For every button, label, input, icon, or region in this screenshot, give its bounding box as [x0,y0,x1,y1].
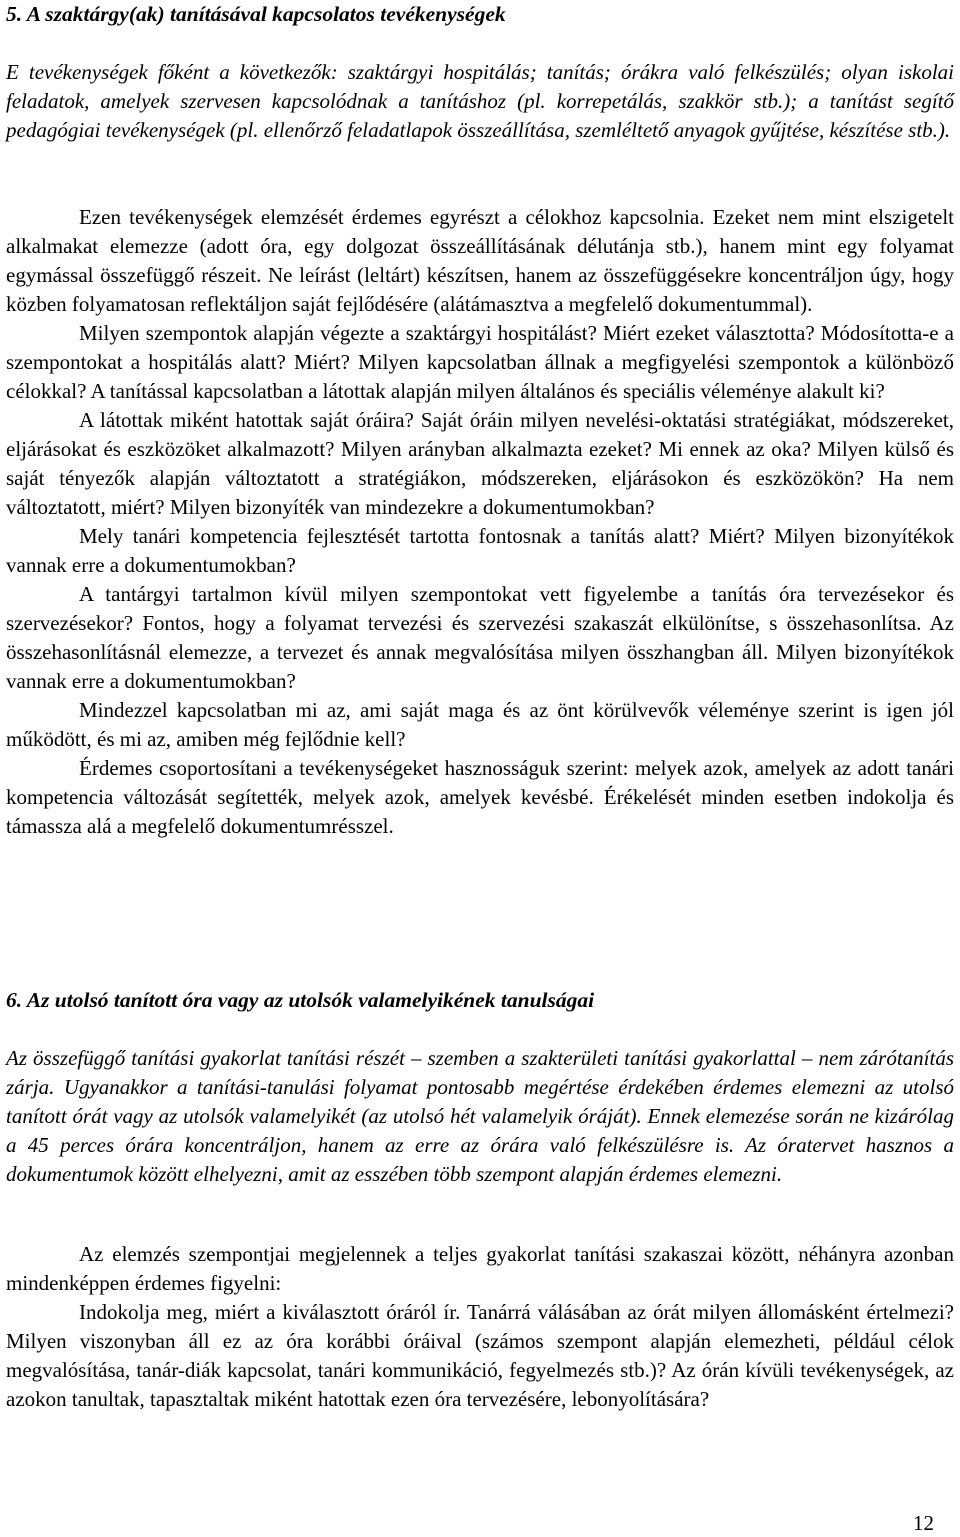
section-5-paragraph-3: A látottak miként hatottak saját óráira? Saját óráin milyen nevelési-oktatási stratégiákat, módszereket, eljárásokat és eszközöket alkalmazott? Milyen arányban alkalmazta ezeket? Mi ennek az oka? Milyen külső és saját tényezők alapján változtatott a stratégiákon, módszereken, eljárásokon és eszközökön? Ha nem változtatott, miért? Milyen bizonyíték van mindezekre a dokumentumokban? [6,408,954,519]
section-5-title: 5. A szaktárgy(ak) tanításával kapcsolatos tevékenységek [6,2,506,26]
section-5-paragraph-5: A tantárgyi tartalmon kívül milyen szempontokat vett figyelembe a tanítás óra tervezésekor és szervezésekor? Fontos, hogy a folyamat tervezési és szervezési szakaszát elkülönítse, s összehasonlítsa. Az összehasonlításnál elemezze, a tervezet és annak megvalósítása milyen összhangban áll. Milyen bizonyítékok vannak erre a dokumentumokban? [6,582,954,693]
section-6-title: 6. Az utolsó tanított óra vagy az utolsók valamelyikének tanulságai [6,988,595,1012]
section-5-body [6,203,954,841]
section-5-paragraph-6: Mindezzel kapcsolatban mi az, ami saját maga és az önt körülvevők véleménye szerint is igen jól működött, és mi az, amiben még fejlődnie kell? [6,698,954,751]
section-6-intro: Az összefüggő tanítási gyakorlat tanítási részét – szemben a szakterületi tanítási gyakorlattal – nem zárótanítás zárja. Ugyanakkor a tanítási-tanulási folyamat pontosabb megértése érdekében érdemes elemezni az utolsó tanított órát vagy az utolsók valamelyikét (az utolsó hét valamelyik óráját). Ennek elemezése során ne kizárólag a 45 perces órára koncentráljon, hanem az erre az órára való felkészülésre is. Az óratervet hasznos a dokumentumok között elhelyezni, amit az esszében több szempont alapján érdemes elemezni. [6,1046,954,1186]
section-5-intro-block [6,58,954,145]
section-6-paragraph-1: Az elemzés szempontjai megjelennek a teljes gyakorlat tanítási szakaszai között, néhányra azonban mindenképpen érdemes figyelni: [6,1242,954,1295]
section-5-paragraph-2: Milyen szempontok alapján végezte a szaktárgyi hospitálást? Miért ezeket választotta? Módosította-e a szempontokat a hospitálás alatt? Miért? Milyen kapcsolatban állnak a megfigyelési szempontok a különböző célokkal? A tanítással kapcsolatban a látottak alapján milyen általános és speciális véleménye alakult ki? [6,321,954,403]
section-6-paragraph-2: Indokolja meg, miért a kiválasztott óráról ír. Tanárrá válásában az órát milyen állomásként értelmezi? Milyen viszonyban áll ez az óra korábbi óráival (számos szempont alapján elemezheti, például célok megvalósítása, tanár-diák kapcsolat, tanári kommunikáció, fegyelmezés stb.)? Az órán kívüli tevékenységek, az azokon tanultak, tapasztaltak miként hatottak ezen óra tervezésére, lebonyolítására? [6,1300,954,1411]
section-5-paragraph-4: Mely tanári kompetencia fejlesztését tartotta fontosnak a tanítás alatt? Miért? Milyen bizonyítékok vannak erre a dokumentumokban? [6,524,954,577]
section-5-paragraph-1: Ezen tevékenységek elemzését érdemes egyrészt a célokhoz kapcsolnia. Ezeket nem mint elszigetelt alkalmakat elemezze (adott óra, egy dolgozat összeállításának délutánja stb.), hanem mint egy folyamat egymással összefüggő részeit. Ne leírást (leltárt) készítsen, hanem az összefüggésekre koncentráljon úgy, hogy közben folyamatosan reflektáljon saját fejlődésére (alátámasztva a megfelelő dokumentummal). [6,205,954,316]
section-5-paragraph-7: Érdemes csoportosítani a tevékenységeket hasznosságuk szerint: melyek azok, amelyek az adott tanári kompetencia változását segítették, melyek azok, amelyek kevésbé. Érékelését minden esetben indokolja és támassza alá a megfelelő dokumentumrésszel. [6,756,954,838]
page-number: 12 [913,1511,934,1535]
section-5-intro: E tevékenységek főként a következők: szaktárgyi hospitálás; tanítás; órákra való felkészülés; olyan iskolai feladatok, amelyek szervesen kapcsolódnak a tanításhoz (pl. korrepetálás, szakkör stb.); a tanítást segítő pedagógiai tevékenységek (pl. ellenőrző feladatlapok összeállítása, szemléltető anyagok gyűjtése, készítése stb.). [6,60,954,142]
section-6-body [6,1240,954,1414]
section-6-intro-block [6,1044,954,1189]
